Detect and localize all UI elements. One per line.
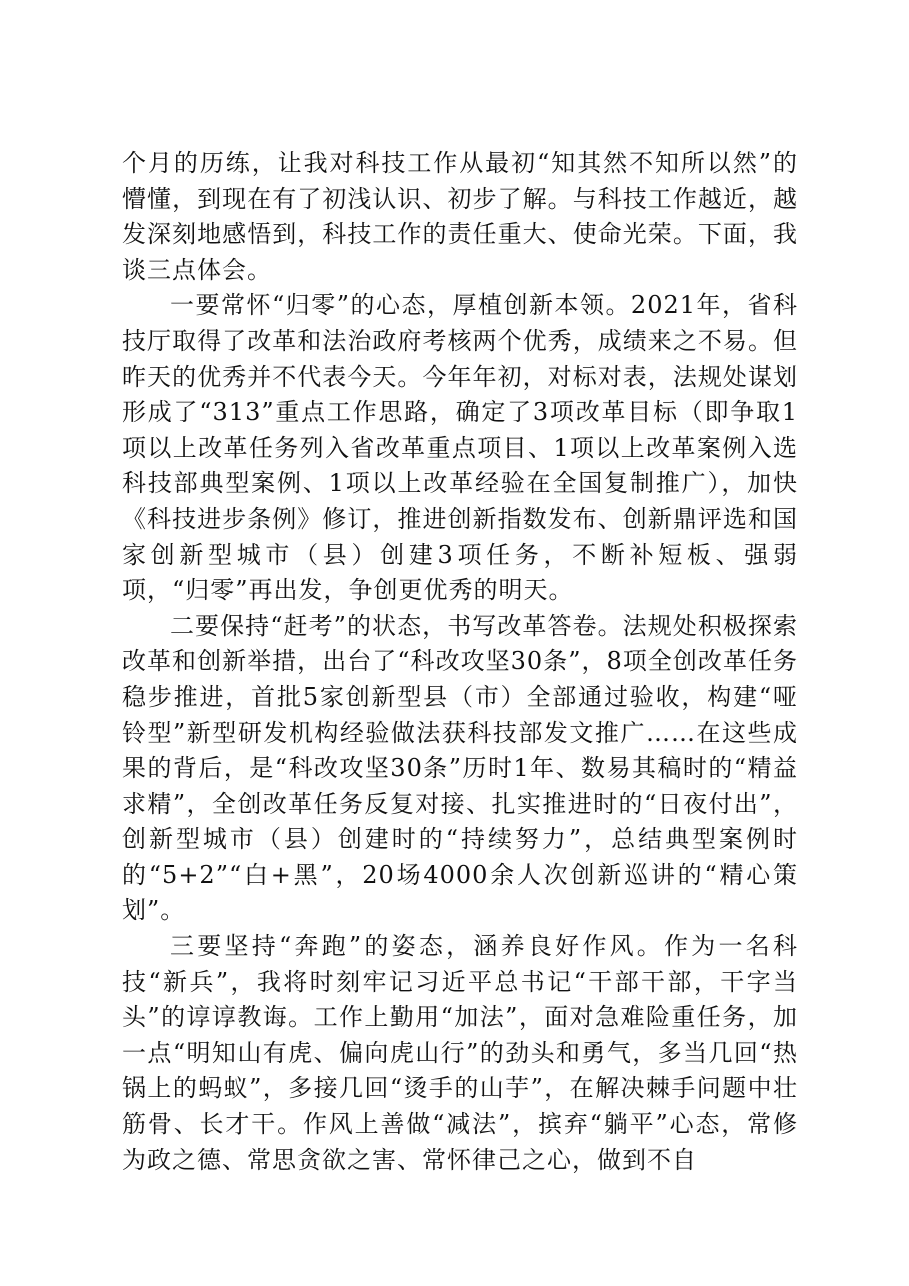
paragraph-point-one: 一要常怀“归零”的心态，厚植创新本领。2021年，省科技厅取得了改革和法治政府考核两个优秀，成绩来之不易。但昨天的优秀并不代表今天。今年年初，对标对表，法规处谋划形成了“313”重点工作思路，确定了3项改革目标（即争取1项以上改革任务列入省改革重点项目、1项以上改革案例入选科技部典型案例、1项以上改革经验在全国复制推广），加快《科技进步条例》修订，推进创新指数发布、创新鼎评选和国家创新型城市（县）创建3项任务，不断补短板、强弱项，“归零”再出发，争创更优秀的明天。: [122, 291, 798, 605]
paragraph-point-three: 三要坚持“奔跑”的姿态，涵养良好作风。作为一名科技“新兵”，我将时刻牢记习近平总书记“干部干部，干字当头”的谆谆教诲。工作上勤用“加法”，面对急难险重任务，加一点“明知山有虎、偏向虎山行”的劲头和勇气，多当几回“热锅上的蚂蚁”，多接几回“烫手的山芋”，在解决棘手问题中壮筋骨、长才干。作风上善做“减法”，摈弃“躺平”心态，常修为政之德、常思贪欲之害、常怀律己之心，做到不自: [122, 932, 798, 1174]
document-page: [122, 146, 798, 1178]
paragraph-intro: 个月的历练，让我对科技工作从最初“知其然不知所以然”的懵懂，到现在有了初浅认识、初步了解。与科技工作越近，越发深刻地感悟到，科技工作的责任重大、使命光荣。下面，我谈三点体会。: [122, 149, 798, 284]
paragraph-point-two: 二要保持“赶考”的状态，书写改革答卷。法规处积极探索改革和创新举措，出台了“科改攻坚30条”，8项全创改革任务稳步推进，首批5家创新型县（市）全部通过验收，构建“哑铃型”新型研发机构经验做法获科技部发文推广……在这些成果的背后，是“科改攻坚30条”历时1年、数易其稿时的“精益求精”，全创改革任务反复对接、扎实推进时的“日夜付出”，创新型城市（县）创建时的“持续努力”，总结典型案例时的“5+2”“白+黑”，20场4000余人次创新巡讲的“精心策划”。: [122, 611, 798, 925]
